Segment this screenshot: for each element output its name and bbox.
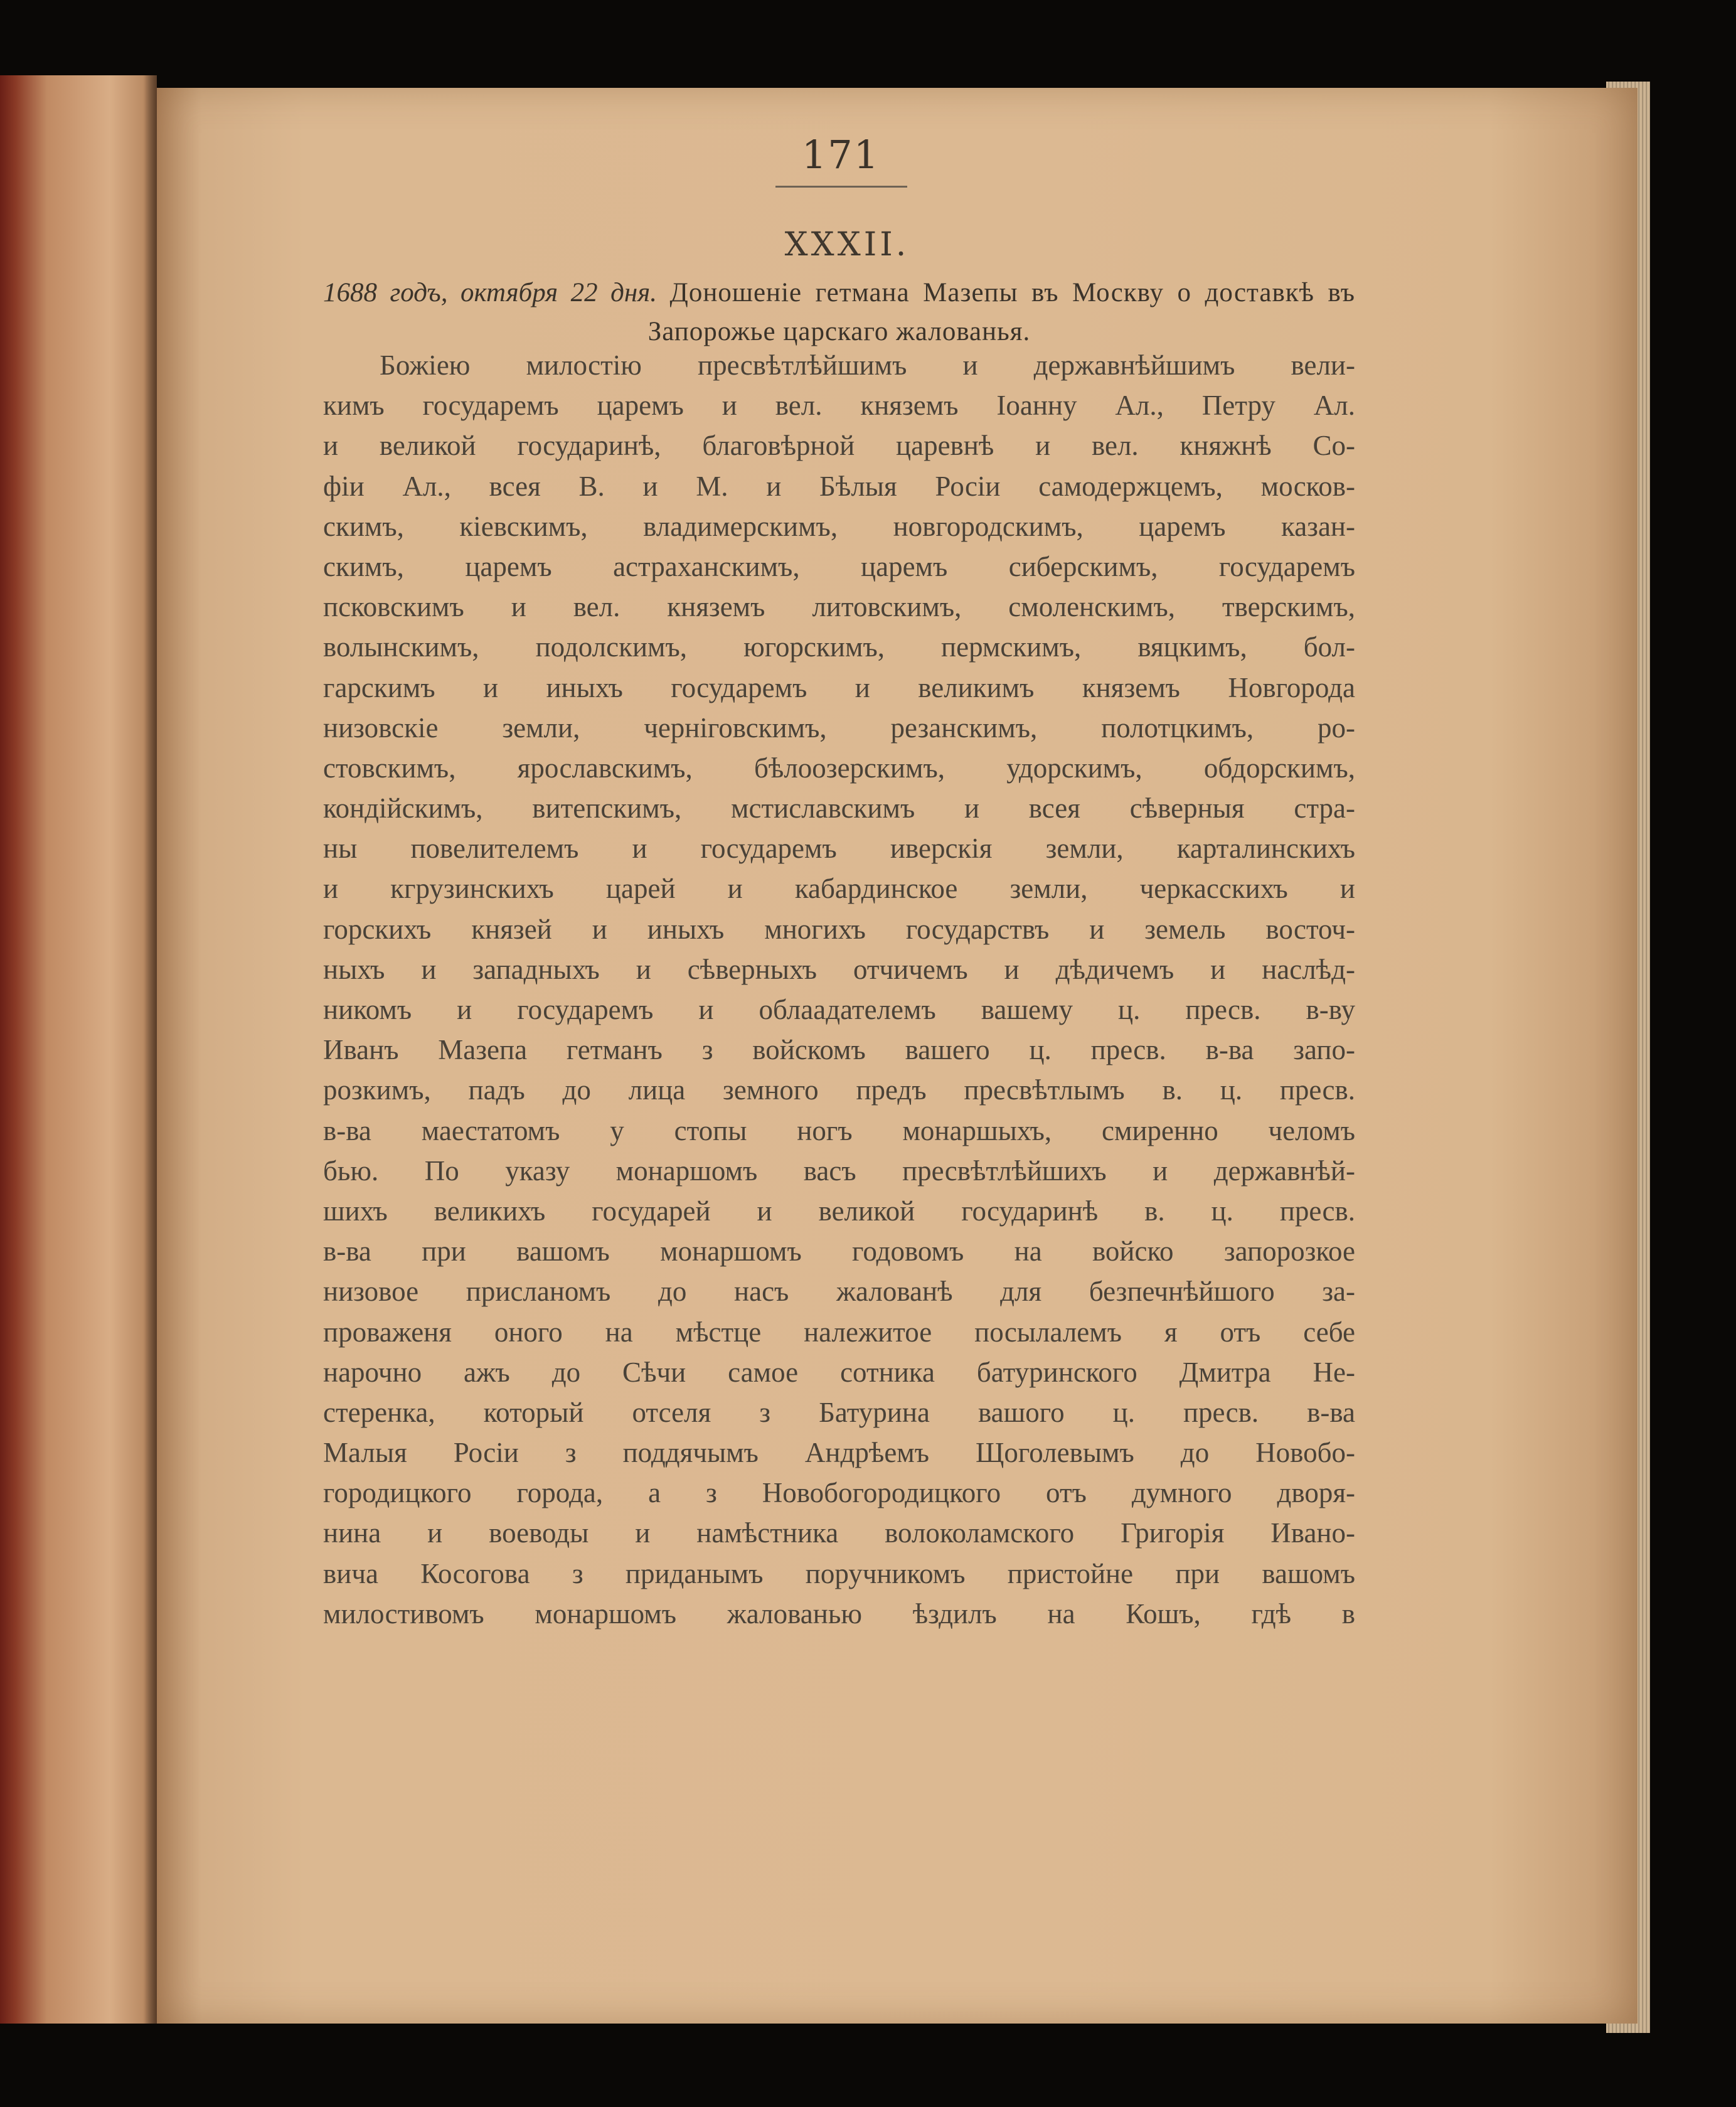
body-line: и великой государинѣ, благовѣрной царевнѣ и вел. княжнѣ Со- bbox=[323, 430, 1355, 462]
body-line: стеренка, который отселя з Батурина вашого ц. пресв. в-ва bbox=[323, 1396, 1355, 1428]
page-number: 171 bbox=[801, 132, 880, 178]
heading-date: 1688 годъ, октября 22 дня. bbox=[323, 278, 657, 307]
document-number: XXXII. bbox=[784, 226, 910, 264]
body-line: в-ва маестатомъ у стопы ногъ монаршыхъ, смиренно челомъ bbox=[323, 1114, 1355, 1146]
body-line: фіи Ал., всея В. и М. и Бѣлыя Росіи самодержцемъ, москов- bbox=[323, 470, 1355, 502]
left-page-edge bbox=[0, 75, 157, 2024]
document-heading bbox=[323, 274, 1355, 351]
body-line: псковскимъ и вел. княземъ литовскимъ, смоленскимъ, тверскимъ, bbox=[323, 591, 1355, 623]
body-line: нарочно ажъ до Сѣчи самое сотника батуринского Дмитра Не- bbox=[323, 1356, 1355, 1388]
body-line: нина и воеводы и намѣстника волоколамского Григорія Ивано- bbox=[323, 1517, 1355, 1549]
body-line: проваженя оного на мѣстце належитое посылалемъ я отъ себе bbox=[323, 1316, 1355, 1348]
page-number-rule bbox=[775, 186, 907, 188]
body-line: никомъ и государемъ и облаадателемъ вашему ц. пресв. в-ву bbox=[323, 994, 1355, 1025]
body-line: Иванъ Мазепа гетманъ з войскомъ вашего ц. пресв. в-ва запо- bbox=[323, 1034, 1355, 1066]
body-line: в-ва при вашомъ монаршомъ годовомъ на войско запорозкое bbox=[323, 1235, 1355, 1267]
body-line: скимъ, кіевскимъ, владимерскимъ, новгородскимъ, царемъ казан- bbox=[323, 510, 1355, 542]
body-line: городицкого города, а з Новобогородицкого отъ думного дворя- bbox=[323, 1477, 1355, 1509]
heading-subject: Доношеніе гетмана Мазепы въ Москву о доставкѣ въ Запорожье царскаго жалованья. bbox=[647, 278, 1355, 346]
body-line: низовое присланомъ до насъ жалованѣ для безпечнѣйшого за- bbox=[323, 1276, 1355, 1308]
body-line: розкимъ, падъ до лица земного предъ пресвѣтлымъ в. ц. пресв. bbox=[323, 1074, 1355, 1106]
body-line: вича Косогова з приданымъ поручникомъ пристойне при вашомъ bbox=[323, 1557, 1355, 1589]
body-line: кимъ государемъ царемъ и вел. княземъ Іоанну Ал., Петру Ал. bbox=[323, 390, 1355, 422]
body-line: Божіею милостію пресвѣтлѣйшимъ и державнѣйшимъ вели- bbox=[380, 349, 1355, 381]
body-line: стовскимъ, ярославскимъ, бѣлоозерскимъ, удорскимъ, обдорскимъ, bbox=[323, 752, 1355, 784]
body-line: Малыя Росіи з поддячымъ Андрѣемъ Щоголевымъ до Новобо- bbox=[323, 1437, 1355, 1469]
body-line: бью. По указу монаршомъ васъ пресвѣтлѣйшихъ и державнѣй- bbox=[323, 1155, 1355, 1187]
body-line: низовскіе земли, черніговскимъ, резанскимъ, полотцкимъ, ро- bbox=[323, 712, 1355, 744]
body-line: кондійскимъ, витепскимъ, мстиславскимъ и всея сѣверныя стра- bbox=[323, 792, 1355, 824]
body-line: шихъ великихъ государей и великой государинѣ в. ц. пресв. bbox=[323, 1195, 1355, 1227]
body-line: гарскимъ и иныхъ государемъ и великимъ княземъ Новгорода bbox=[323, 671, 1355, 703]
body-line: и кгрузинскихъ царей и кабардинское земли, черкасскихъ и bbox=[323, 873, 1355, 905]
body-line: скимъ, царемъ астраханскимъ, царемъ сиберскимъ, государемъ bbox=[323, 550, 1355, 582]
body-text bbox=[323, 345, 1355, 1634]
body-line: милостивомъ монаршомъ жалованью ѣздилъ на Кошъ, гдѣ в bbox=[323, 1598, 1355, 1630]
body-line: горскихъ князей и иныхъ многихъ государствъ и земель восточ- bbox=[323, 913, 1355, 945]
body-line: ны повелителемъ и государемъ иверскія земли, карталинскихъ bbox=[323, 833, 1355, 865]
body-line: волынскимъ, подолскимъ, югорскимъ, пермскимъ, вяцкимъ, бол- bbox=[323, 631, 1355, 663]
body-line: ныхъ и западныхъ и сѣверныхъ отчичемъ и дѣдичемъ и наслѣд- bbox=[323, 953, 1355, 985]
